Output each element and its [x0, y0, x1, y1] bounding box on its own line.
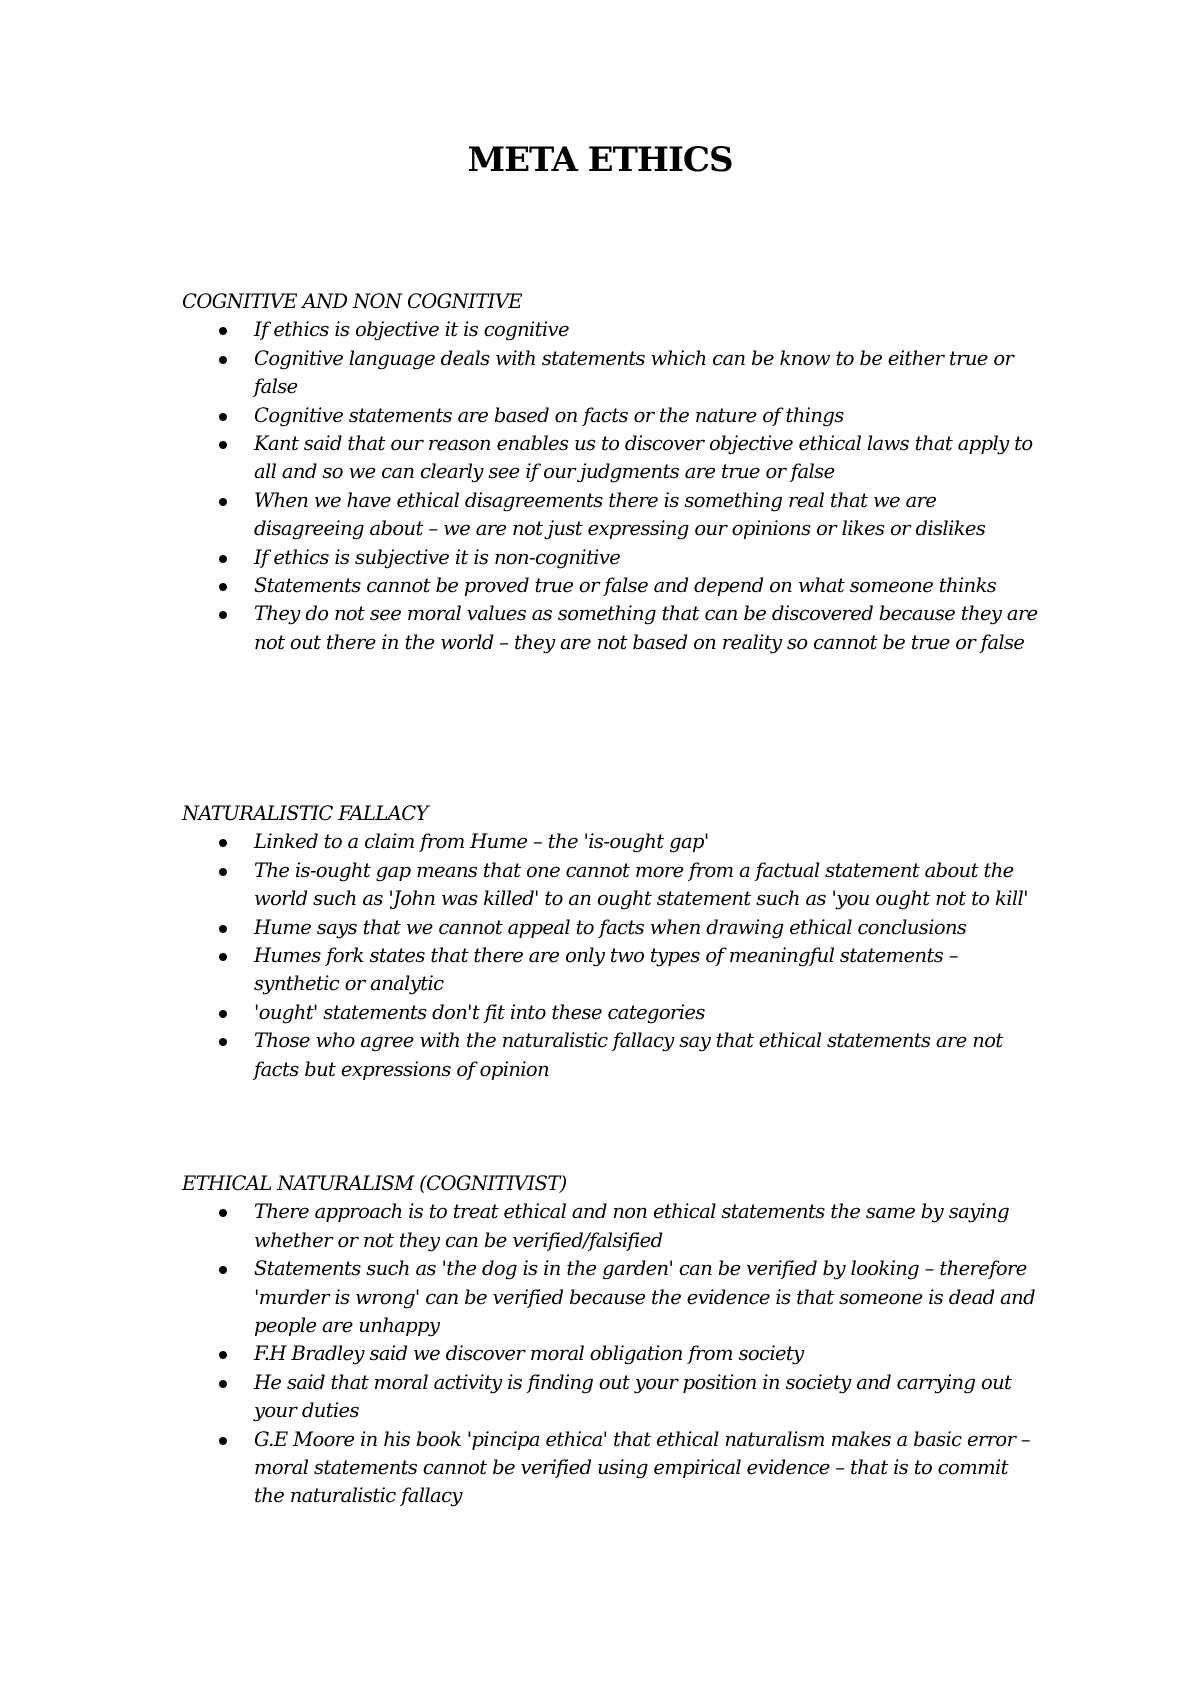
list-item: [182, 544, 1042, 572]
bullet-icon: [219, 1038, 227, 1046]
bullet-icon: [219, 1209, 227, 1217]
list-item-text: Kant said that our reason enables us to discover objective ethical laws that apply to all and so we can clearly see if our judgments are true or false: [254, 432, 1033, 484]
list-item: [182, 402, 1042, 430]
bullet-icon: [219, 611, 227, 619]
section-heading: COGNITIVE AND NON COGNITIVE: [182, 290, 522, 313]
list-item: [182, 1198, 1042, 1255]
list-item: [182, 430, 1042, 487]
bullet-icon: [219, 356, 227, 364]
list-item: [182, 1369, 1042, 1426]
bullet-icon: [219, 925, 227, 933]
list-item-text: G.E Moore in his book 'pincipa ethica' that ethical naturalism makes a basic error – moral statements cannot be verified using empirical evidence – that is to commit the naturalistic fallacy: [254, 1427, 1031, 1508]
bullet-icon: [219, 327, 227, 335]
section-naturalistic-fallacy: [182, 800, 1042, 1084]
list-item-text: Statements cannot be proved true or false and depend on what someone thinks: [254, 574, 997, 598]
bullet-list: [182, 316, 1042, 657]
bullet-icon: [219, 953, 227, 961]
section-heading: ETHICAL NATURALISM (COGNITIVIST): [182, 1172, 567, 1195]
list-item: [182, 914, 1042, 942]
bullet-list: [182, 1198, 1042, 1510]
list-item-text: If ethics is objective it is cognitive: [254, 318, 569, 342]
bullet-icon: [219, 441, 227, 449]
list-item: [182, 487, 1042, 544]
list-item: [182, 1340, 1042, 1368]
section-ethical-naturalism: [182, 1170, 1042, 1511]
bullet-icon: [219, 839, 227, 847]
section-heading: NATURALISTIC FALLACY: [182, 802, 428, 825]
list-item: [182, 1027, 1042, 1084]
list-item: [182, 600, 1042, 657]
list-item-text: There approach is to treat ethical and non ethical statements the same by saying whether or not they can be verified/falsified: [254, 1200, 1010, 1252]
list-item-text: Those who agree with the naturalistic fallacy say that ethical statements are not facts but expressions of opinion: [254, 1029, 1003, 1081]
bullet-icon: [219, 868, 227, 876]
list-item-text: The is-ought gap means that one cannot more from a factual statement about the world such as 'John was killed' to an ought statement such as 'you ought not to kill': [254, 858, 1028, 911]
list-item: [182, 316, 1042, 344]
list-item: [182, 999, 1042, 1027]
bullet-icon: [219, 555, 227, 563]
list-item-text: If ethics is subjective it is non-cognitive: [254, 545, 621, 569]
bullet-icon: [219, 1266, 227, 1274]
list-item-text: 'ought' statements don't fit into these categories: [254, 1000, 705, 1024]
bullet-icon: [219, 413, 227, 421]
section-cognitive: [182, 288, 1042, 657]
list-item: [182, 345, 1042, 402]
bullet-icon: [219, 1351, 227, 1359]
list-item-text: When we have ethical disagreements there is something real that we are disagreeing about – we are not just expressing our opinions or likes or dislikes: [254, 488, 986, 541]
list-item-text: Statements such as 'the dog is in the garden' can be verified by looking – therefore 'murder is wrong' can be verified because the evidence is that someone is dead and people are unhappy: [254, 1257, 1035, 1338]
list-item-text: Cognitive statements are based on facts or the nature of things: [254, 403, 844, 427]
list-item: [182, 1426, 1042, 1511]
bullet-icon: [219, 1380, 227, 1388]
list-item-text: They do not see moral values as something that can be discovered because they are not out there in the world – they are not based on reality so cannot be true or false: [254, 602, 1038, 654]
list-item: [182, 1255, 1042, 1340]
list-item: [182, 828, 1042, 856]
bullet-list: [182, 828, 1042, 1084]
list-item-text: He said that moral activity is finding out your position in society and carrying out your duties: [254, 1370, 1012, 1423]
page-title: META ETHICS: [467, 140, 733, 180]
list-item-text: Cognitive language deals with statements which can be know to be either true or false: [254, 346, 1014, 399]
list-item: [182, 857, 1042, 914]
list-item: [182, 572, 1042, 600]
bullet-icon: [219, 1437, 227, 1445]
list-item-text: F.H Bradley said we discover moral obligation from society: [254, 1342, 804, 1366]
bullet-icon: [219, 1010, 227, 1018]
list-item-text: Linked to a claim from Hume – the 'is-ought gap': [254, 830, 709, 854]
list-item-text: Hume says that we cannot appeal to facts when drawing ethical conclusions: [254, 915, 967, 939]
bullet-icon: [219, 583, 227, 591]
list-item-text: Humes fork states that there are only two types of meaningful statements – synthetic or analytic: [254, 944, 958, 996]
bullet-icon: [219, 498, 227, 506]
list-item: [182, 942, 1042, 999]
